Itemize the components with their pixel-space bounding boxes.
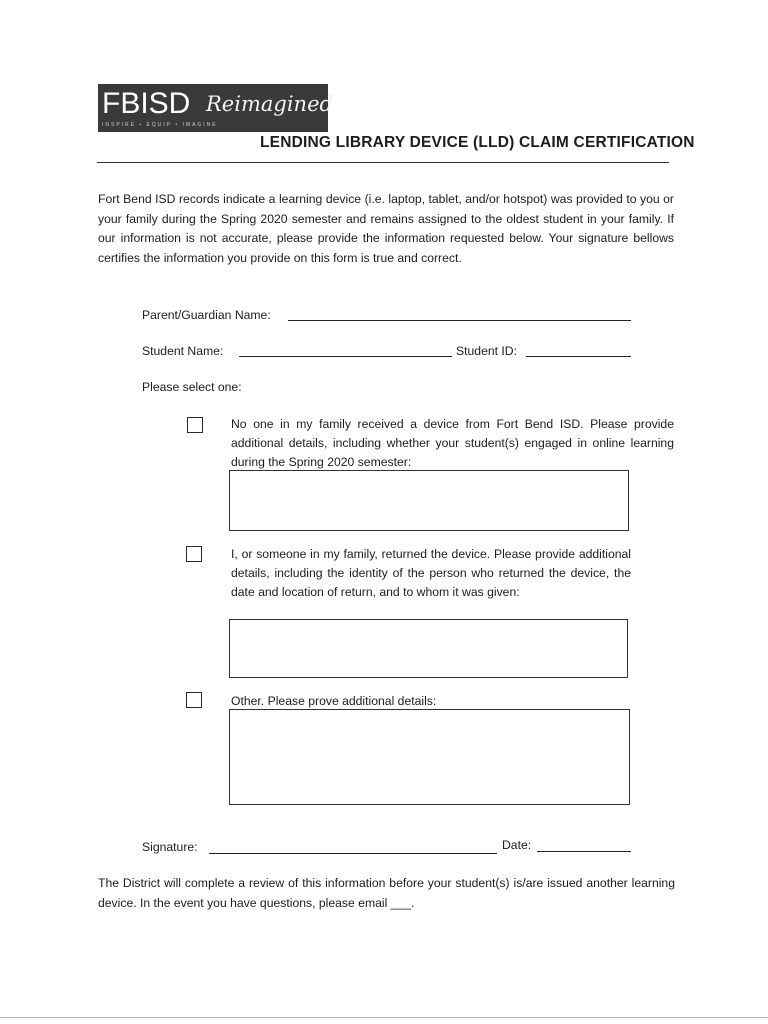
option-other-details-box[interactable] xyxy=(229,709,630,805)
option-no-device-details-box[interactable] xyxy=(229,470,629,531)
footer-note: The District will complete a review of this information before your student(s) is/are issued another learning device. In the event you have questions, please email ___. xyxy=(98,876,675,910)
form-title: LENDING LIBRARY DEVICE (LLD) CLAIM CERTIFICATION xyxy=(260,134,695,151)
signature-label: Signature: xyxy=(142,840,198,854)
select-prompt: Please select one: xyxy=(142,380,242,394)
student-name-field[interactable] xyxy=(239,356,452,357)
student-id-field[interactable] xyxy=(526,356,631,357)
date-field[interactable] xyxy=(537,851,631,852)
parent-guardian-name-field[interactable] xyxy=(288,320,631,321)
parent-guardian-label: Parent/Guardian Name: xyxy=(142,308,271,322)
logo-tagline: INSPIRE • EQUIP • IMAGINE xyxy=(102,122,218,128)
option-other-checkbox[interactable] xyxy=(186,692,202,708)
logo-wordmark: FBISD xyxy=(102,87,191,120)
logo-script-text: Reimagined xyxy=(206,92,333,116)
option-no-device-checkbox[interactable] xyxy=(187,417,203,433)
date-label: Date: xyxy=(502,838,532,852)
intro-paragraph: Fort Bend ISD records indicate a learning device (i.e. laptop, tablet, and/or hotspot) was provided to you or your family during the Spring 2020 semester and remains assigned to the oldest student in your family. If our information is not accurate, please provide the information requested below. Your signature bellows certifies the information you provide on this form is true and correct. xyxy=(98,192,674,265)
option-other-text: Other. Please prove additional details: xyxy=(231,694,437,708)
option-returned-device-checkbox[interactable] xyxy=(186,546,202,562)
option-no-device-text: No one in my family received a device from Fort Bend ISD. Please provide additional details, including whether your student(s) engaged in online learning during the Spring 2020 semester: xyxy=(231,417,674,469)
student-id-label: Student ID: xyxy=(456,344,517,358)
option-returned-device-text: I, or someone in my family, returned the device. Please provide additional details, including the identity of the person who returned the device, the date and location of return, and to whom it was given: xyxy=(231,547,631,599)
fbisd-logo xyxy=(98,84,333,132)
option-returned-device-details-box[interactable] xyxy=(229,619,628,678)
student-name-label: Student Name: xyxy=(142,344,224,358)
page-bottom-edge xyxy=(0,1017,768,1018)
title-divider xyxy=(97,162,669,163)
signature-field[interactable] xyxy=(209,853,497,854)
